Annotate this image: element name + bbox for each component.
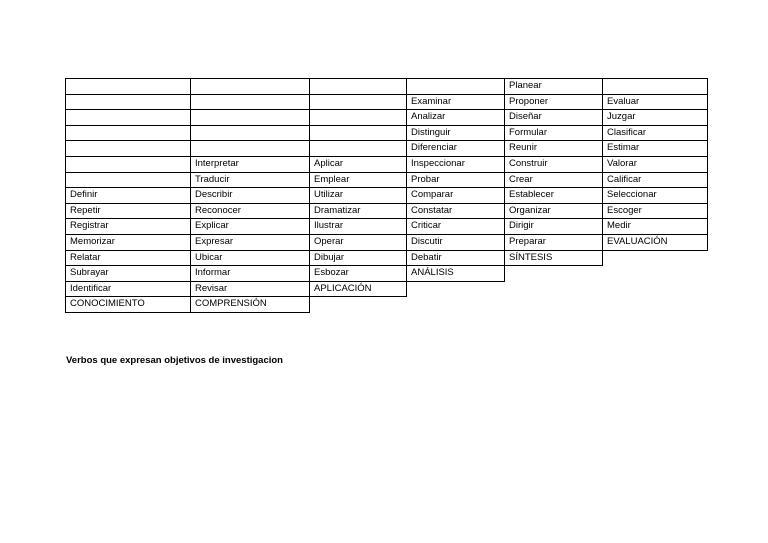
table-cell: Operar (309, 234, 407, 251)
table-cell: Esbozar (309, 265, 407, 282)
table-cell: Planear (504, 78, 603, 95)
table-cell: Probar (406, 172, 505, 188)
table-cell (190, 78, 310, 95)
table-cell: Relatar (65, 250, 191, 266)
table-cell: Reconocer (190, 203, 310, 219)
table-cell: Dirigir (504, 218, 603, 235)
table-cell: Distinguir (406, 125, 505, 141)
table-cell: Identificar (65, 281, 191, 297)
table-cell: Aplicar (309, 156, 407, 173)
table-cell: Juzgar (602, 109, 708, 126)
table-cell: APLICACIÓN (309, 281, 407, 297)
table-cell (309, 109, 407, 126)
table-cell (65, 156, 191, 173)
table-cell: Preparar (504, 234, 603, 251)
table-cell (190, 140, 310, 157)
table-cell: Explicar (190, 218, 310, 235)
table-cell: Debatir (406, 250, 505, 266)
table-cell: Evaluar (602, 94, 708, 110)
table-cell (65, 109, 191, 126)
table-cell: Definir (65, 187, 191, 204)
table-cell: Describir (190, 187, 310, 204)
table-cell: Crear (504, 172, 603, 188)
table-cell: Analizar (406, 109, 505, 126)
table-cell: Formular (504, 125, 603, 141)
table-cell: Informar (190, 265, 310, 282)
table-cell: Construir (504, 156, 603, 173)
table-cell: Registrar (65, 218, 191, 235)
table-cell: Estimar (602, 140, 708, 157)
table-cell: CONOCIMIENTO (65, 296, 191, 313)
table-cell: Clasificar (602, 125, 708, 141)
table-cell: EVALUACIÓN (602, 234, 708, 251)
table-cell: Medir (602, 218, 708, 235)
table-cell (190, 125, 310, 141)
table-cell (309, 140, 407, 157)
table-cell: Emplear (309, 172, 407, 188)
table-cell (65, 172, 191, 188)
table-cell: Ubicar (190, 250, 310, 266)
table-cell: Constatar (406, 203, 505, 219)
table-cell: Reunir (504, 140, 603, 157)
table-cell (65, 140, 191, 157)
table-cell (65, 125, 191, 141)
table-cell: Utilizar (309, 187, 407, 204)
table-cell: Memorizar (65, 234, 191, 251)
table-cell: Comparar (406, 187, 505, 204)
table-cell: Escoger (602, 203, 708, 219)
table-cell: Establecer (504, 187, 603, 204)
table-cell: Repetir (65, 203, 191, 219)
table-cell (602, 78, 708, 95)
table-cell: Examinar (406, 94, 505, 110)
table-cell: Discutir (406, 234, 505, 251)
table-cell: Seleccionar (602, 187, 708, 204)
table-cell: ANÁLISIS (406, 265, 505, 282)
table-cell: Valorar (602, 156, 708, 173)
table-cell: Diseñar (504, 109, 603, 126)
table-cell: Expresar (190, 234, 310, 251)
table-cell (309, 94, 407, 110)
table-cell: SÍNTESIS (504, 250, 603, 266)
table-cell: Criticar (406, 218, 505, 235)
table-cell: Ilustrar (309, 218, 407, 235)
table-cell: Revisar (190, 281, 310, 297)
table-cell (65, 94, 191, 110)
table-cell: Organizar (504, 203, 603, 219)
table-cell: Inspeccionar (406, 156, 505, 173)
table-cell (190, 94, 310, 110)
table-cell (65, 78, 191, 95)
table-cell: Diferenciar (406, 140, 505, 157)
table-cell (309, 125, 407, 141)
table-cell (190, 109, 310, 126)
table-cell: Proponer (504, 94, 603, 110)
table-cell: Calificar (602, 172, 708, 188)
table-cell: Dibujar (309, 250, 407, 266)
table-cell (309, 78, 407, 95)
table-cell (406, 78, 505, 95)
table-cell: Dramatizar (309, 203, 407, 219)
table-cell: Traducir (190, 172, 310, 188)
table-cell: COMPRENSIÓN (190, 296, 310, 313)
table-cell: Interpretar (190, 156, 310, 173)
table-cell: Subrayar (65, 265, 191, 282)
table-caption: Verbos que expresan objetivos de investigacion (66, 355, 283, 366)
